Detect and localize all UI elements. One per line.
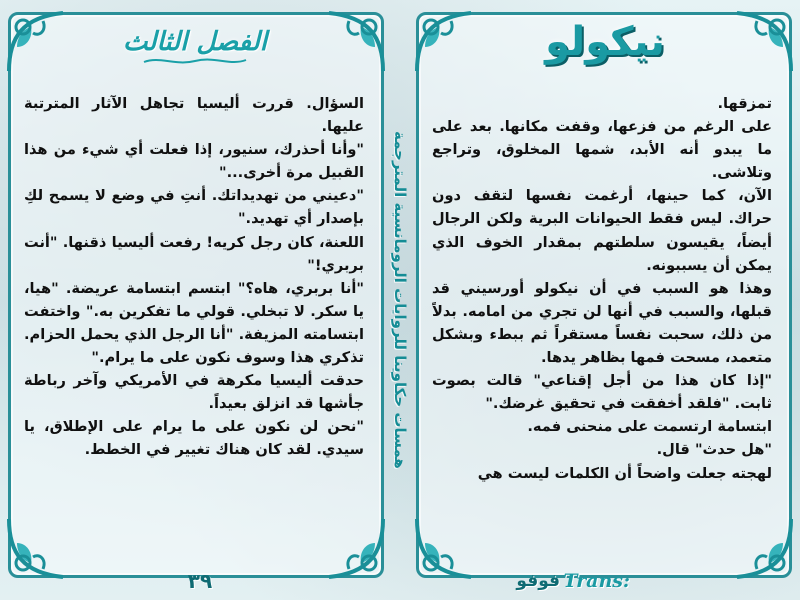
paragraph: حدقت أليسيا مكرهة في الأمريكي وآخر رباطة جأشها قد انزلق بعيداً. xyxy=(24,372,364,413)
page-number: ٣٩ xyxy=(187,569,213,593)
paragraph: لهجته جعلت واضحاً أن الكلمات ليست هي xyxy=(477,464,772,482)
paragraph: على الرغم من فزعها، وقفت مكانها. بعد على ما يبدو أنه الأبد، شمها المخلوق، وتراجع وتلاشى. xyxy=(432,118,772,182)
paragraph: "وأنا أحذرك، سنيور، إذا فعلت أي شيء من هذا القبيل مرة أخرى..." xyxy=(24,141,364,182)
paragraph: "نحن لن نكون على ما يرام على الإطلاق، يا سيدي. لقد كان هناك تغيير في الخطط. xyxy=(24,418,364,459)
paragraph: تمزقها. xyxy=(717,95,772,112)
chapter-title: الفصل الثالث xyxy=(123,27,267,57)
paragraph: "إذا كان هذا من أجل إقناعي" قالت بصوت ثابت. "فلقد أخفقت في تحقيق غرضك." xyxy=(432,372,772,413)
paragraph: "هل حدث" قال. xyxy=(656,441,772,459)
swirl-icon xyxy=(140,54,250,68)
paragraph: "دعيني من تهديداتك. أنتِ في وضع لا يسمح لكِ بإصدار أي تهديد." xyxy=(24,187,364,228)
left-page-text xyxy=(24,92,364,548)
paragraph: الآن، كما حينها، أرغمت نفسها لتقف دون حراك. ليس فقط الحيوانات البرية ولكن الرجال أيضاً، يقيسون سلطتهم بمقدار الخوف الذي يمكن أن يسببونه. xyxy=(432,187,772,274)
trans-label: Trans: xyxy=(563,570,630,592)
spine xyxy=(386,40,414,560)
paragraph: اللعنة، كان رجل كريه! رفعت أليسيا ذقنها. "أنت بربري!" xyxy=(24,233,364,274)
paragraph: السؤال. قررت أليسيا تجاهل الآثار المترتبة عليها. xyxy=(24,95,364,136)
paragraph: وهذا هو السبب في أن نيكولو أورسيني قد قبلها، والسبب في أنها لن تجري من امامه. بدلاً من ذلك، سحبت نفساً مستقراً ثم ببطء وبشكل متعمد، مسحت فمها بظاهر يدها. xyxy=(432,279,772,367)
paragraph: ابتسامة ارتسمت على منحنى فمه. xyxy=(527,418,772,436)
ornament-icon xyxy=(3,7,73,77)
novel-title: نيكولو xyxy=(545,19,665,65)
translator-name: فوفو xyxy=(516,571,560,591)
ornament-icon xyxy=(319,7,389,77)
right-page-text xyxy=(432,92,772,548)
spine-title: همسات حكاوينا للروايات الرومانسية المترجمة xyxy=(391,131,409,469)
paragraph: "أنا بربري، هاه؟" ابتسم ابتسامة عريضة. "هيا، يا سكر. لا تبخلي. قولي ما تفكرين به." واختفت ابتسامته المزيفة. "أنا الرجل الذي يحمل الحزام. تذكري هذا وسوف نكون على ما يرام." xyxy=(24,279,364,367)
